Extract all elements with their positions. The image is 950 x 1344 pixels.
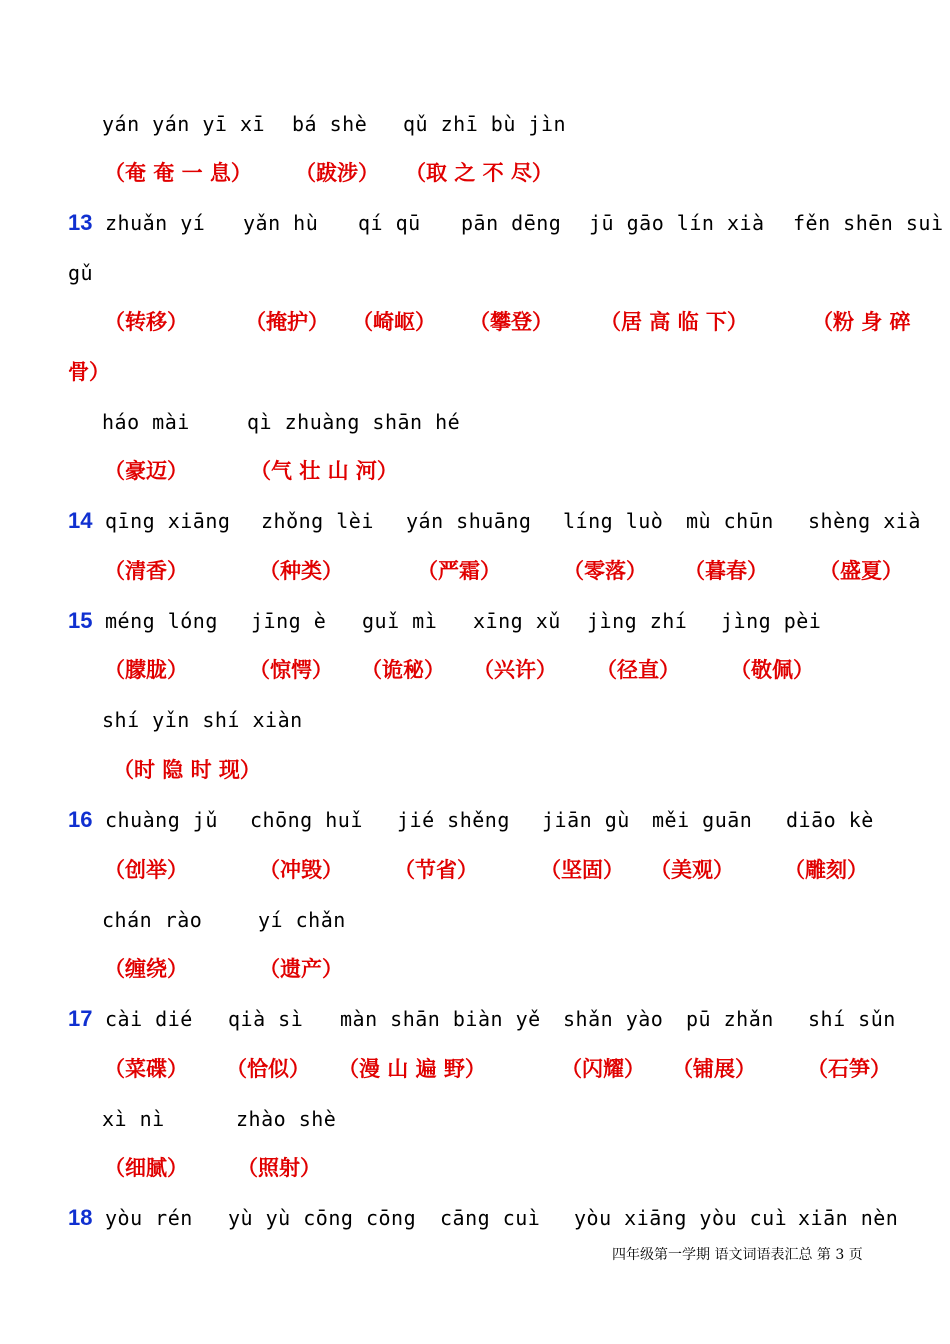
chinese-word: （坚固） xyxy=(540,858,624,882)
pinyin-word: shǎn yào xyxy=(563,1007,664,1031)
chinese-word: （细腻） xyxy=(104,1156,188,1180)
pinyin-word: měi guān xyxy=(652,808,753,832)
chinese-word: （兴许） xyxy=(473,658,557,682)
pinyin-word: xīng xǔ xyxy=(473,609,561,633)
chinese-word: （诡秘） xyxy=(361,658,445,682)
pinyin-word: yán shuāng xyxy=(406,509,532,533)
chinese-word: （照射） xyxy=(237,1156,321,1180)
pinyin-word: xì nì xyxy=(102,1107,165,1131)
pinyin-word: chán rào xyxy=(102,908,203,932)
pinyin-word: zhào shè xyxy=(236,1107,337,1131)
chinese-word: （闪耀） xyxy=(561,1057,645,1081)
pinyin-word: qīng xiāng xyxy=(105,509,231,533)
pinyin-word: qì zhuàng shān hé xyxy=(247,410,461,434)
pinyin-word: pū zhǎn xyxy=(686,1007,774,1031)
pinyin-word: shí sǔn xyxy=(808,1007,896,1031)
chinese-word: （创举） xyxy=(104,858,188,882)
pinyin-word: yán yán yī xī xyxy=(102,112,266,136)
pinyin-word: méng lóng xyxy=(105,609,218,633)
chinese-word: （清香） xyxy=(104,559,188,583)
chinese-word: （取 之 不 尽） xyxy=(405,161,553,185)
pinyin-word: zhuǎn yí xyxy=(105,211,206,235)
pinyin-word: líng luò xyxy=(563,509,664,533)
pinyin-word: guǐ mì xyxy=(362,609,438,633)
pinyin-word: cāng cuì xyxy=(440,1206,541,1230)
lesson-number: 17 xyxy=(68,1006,93,1031)
chinese-word: （居 高 临 下） xyxy=(600,310,748,334)
chinese-word: （粉 身 碎 xyxy=(812,310,911,334)
pinyin-word: jīng è xyxy=(251,609,327,633)
chinese-word: （掩护） xyxy=(245,310,329,334)
pinyin-word: diāo kè xyxy=(786,808,874,832)
pinyin-word: bá shè xyxy=(292,112,368,136)
pinyin-word: jū gāo lín xià xyxy=(589,211,765,235)
chinese-word: （朦胧） xyxy=(104,658,188,682)
pinyin-word: chōng huǐ xyxy=(250,808,363,832)
chinese-word: （零落） xyxy=(563,559,647,583)
pinyin-word: mù chūn xyxy=(686,509,774,533)
pinyin-word: jié shěng xyxy=(397,808,510,832)
chinese-word: （种类） xyxy=(259,559,343,583)
pinyin-word: háo mài xyxy=(102,410,190,434)
chinese-word: 骨） xyxy=(68,360,110,384)
chinese-word: （惊愕） xyxy=(249,658,333,682)
chinese-word: （漫 山 遍 野） xyxy=(338,1057,486,1081)
lesson-number: 14 xyxy=(68,508,93,533)
lesson-number: 18 xyxy=(68,1205,93,1230)
chinese-word: （铺展） xyxy=(672,1057,756,1081)
pinyin-word: qí qū xyxy=(358,211,421,235)
chinese-word: （严霜） xyxy=(417,559,501,583)
chinese-word: （节省） xyxy=(394,858,478,882)
chinese-word: （恰似） xyxy=(226,1057,310,1081)
lesson-number: 13 xyxy=(68,210,93,235)
chinese-word: （遗产） xyxy=(259,957,343,981)
pinyin-word: yòu xiāng yòu cuì xyxy=(574,1206,788,1230)
chinese-word: （跋涉） xyxy=(295,161,379,185)
pinyin-word: qià sì xyxy=(228,1007,304,1031)
chinese-word: （暮春） xyxy=(684,559,768,583)
pinyin-word: cài dié xyxy=(105,1007,193,1031)
pinyin-word: yǎn hù xyxy=(243,211,319,235)
chinese-word: （转移） xyxy=(104,310,188,334)
chinese-word: （豪迈） xyxy=(104,459,188,483)
chinese-word: （崎岖） xyxy=(352,310,436,334)
pinyin-word: jìng zhí xyxy=(587,609,688,633)
pinyin-word: jiān gù xyxy=(542,808,630,832)
page-footer: 四年级第一学期 语文词语表汇总 第 3 页 xyxy=(612,1247,863,1263)
pinyin-word: chuàng jǔ xyxy=(105,808,218,832)
chinese-word: （时 隐 时 现） xyxy=(113,758,261,782)
chinese-word: （攀登） xyxy=(469,310,553,334)
pinyin-word: jìng pèi xyxy=(721,609,822,633)
chinese-word: （敬佩） xyxy=(730,658,814,682)
chinese-word: （气 壮 山 河） xyxy=(250,459,398,483)
pinyin-word: yí chǎn xyxy=(258,908,346,932)
pinyin-word: shí yǐn shí xiàn xyxy=(102,708,303,732)
chinese-word: （雕刻） xyxy=(784,858,868,882)
chinese-word: （冲毁） xyxy=(259,858,343,882)
lesson-number: 16 xyxy=(68,807,93,832)
chinese-word: （径直） xyxy=(596,658,680,682)
chinese-word: （奄 奄 一 息） xyxy=(104,161,252,185)
pinyin-word: shèng xià xyxy=(808,509,921,533)
chinese-word: （石笋） xyxy=(807,1057,891,1081)
chinese-word: （盛夏） xyxy=(819,559,903,583)
pinyin-word: qǔ zhī bù jìn xyxy=(403,112,567,136)
pinyin-word: gǔ xyxy=(68,261,94,285)
pinyin-word: xiān nèn xyxy=(798,1206,899,1230)
pinyin-word: yòu rén xyxy=(105,1206,193,1230)
pinyin-word: fěn shēn suì xyxy=(793,211,944,235)
chinese-word: （美观） xyxy=(650,858,734,882)
pinyin-word: zhǒng lèi xyxy=(261,509,374,533)
lesson-number: 15 xyxy=(68,608,93,633)
chinese-word: （菜碟） xyxy=(104,1057,188,1081)
pinyin-word: màn shān biàn yě xyxy=(340,1007,541,1031)
pinyin-word: pān dēng xyxy=(461,211,562,235)
pinyin-word: yù yù cōng cōng xyxy=(228,1206,417,1230)
chinese-word: （缠绕） xyxy=(104,957,188,981)
